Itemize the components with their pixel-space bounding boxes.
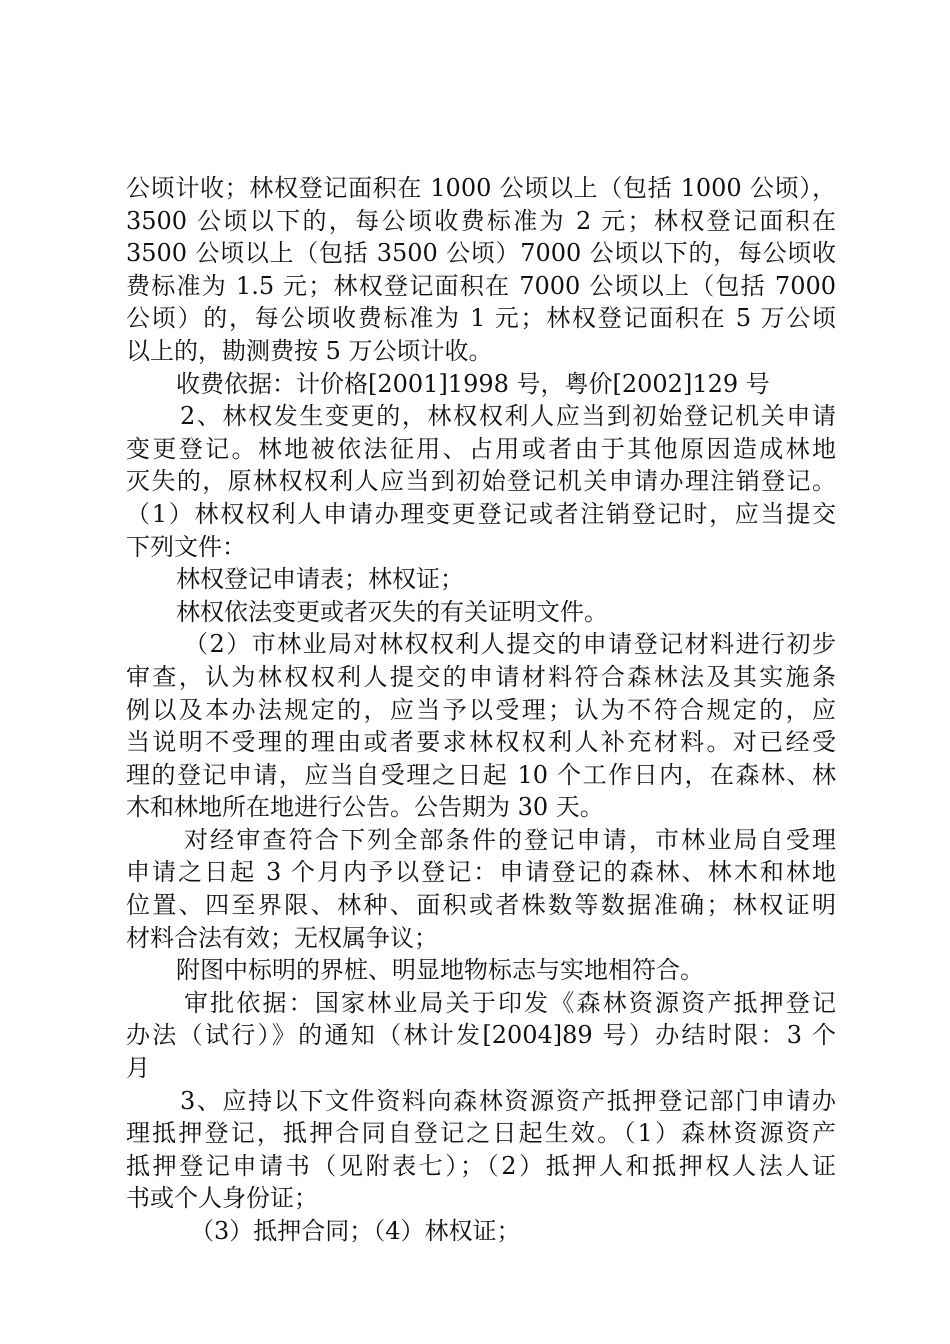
text-line: 2、林权发生变更的，林权权利人应当到初始登记机关申请 [180,402,836,431]
text-line: 书或个人身份证； [126,1184,318,1213]
text-line: 公顷）的，每公顷收费标准为 1 元；林权登记面积在 5 万公顷 [126,304,836,333]
text-line: 公顷计收；林权登记面积在 1000 公顷以上（包括 1000 公顷）， [126,174,836,202]
text-line: 收费依据：计价格[2001]1998 号，粤价[2002]129 号 [176,369,770,398]
text-line: 林权依法变更或者灭失的有关证明文件。 [176,597,608,626]
text-line: 以上的，勘测费按 5 万公顷计收。 [126,336,493,365]
text-line: （2）市林业局对林权权利人提交的申请登记材料进行初步 [184,630,836,659]
text-line: 灭失的，原林权权利人应当到初始登记机关申请办理注销登记。 [126,467,836,496]
text-line: 理抵押登记，抵押合同自登记之日起生效。（1）森林资源资产 [126,1119,836,1148]
text-line: 附图中标明的界桩、明显地物标志与实地相符合。 [176,956,704,985]
text-line: 木和林地所在地进行公告。公告期为 30 天。 [126,793,604,822]
text-line: 3、应持以下文件资料向森林资源资产抵押登记部门申请办 [180,1086,836,1115]
text-line: 林权登记申请表；林权证； [176,565,464,594]
text-line: 材料合法有效；无权属争议； [126,923,438,952]
text-line: 下列文件： [126,532,246,561]
text-line: 对经审查符合下列全部条件的登记申请，市林业局自受理 [184,825,836,854]
text-line: 3500 公顷以下的，每公顷收费标准为 2 元；林权登记面积在 [126,206,836,235]
text-line: 申请之日起 3 个月内予以登记：申请登记的森林、林木和林地 [126,858,836,887]
text-line: 3500 公顷以上（包括 3500 公顷）7000 公顷以下的，每公顷收 [126,239,836,268]
text-line: 审批依据：国家林业局关于印发《森林资源资产抵押登记 [184,988,836,1017]
text-line: 位置、四至界限、林种、面积或者株数等数据准确；林权证明 [126,891,836,920]
text-line: 办法（试行）》的通知（林计发[2004]89 号）办结时限：3 个 [126,1021,836,1050]
text-line: 抵押登记申请书（见附表七）；（2）抵押人和抵押权人法人证 [126,1151,836,1180]
text-line: 变更登记。林地被依法征用、占用或者由于其他原因造成林地 [126,434,836,463]
text-line: 费标准为 1.5 元；林权登记面积在 7000 公顷以上（包括 7000 [126,271,836,300]
text-line: 月 [126,1054,150,1083]
text-line: 当说明不受理的理由或者要求林权权利人补充材料。对已经受 [126,728,836,757]
text-line: 理的登记申请，应当自受理之日起 10 个工作日内，在森林、林 [126,760,836,789]
text-line: （1）林权权利人申请办理变更登记或者注销登记时，应当提交 [126,499,836,528]
text-line: 审查，认为林权权利人提交的申请材料符合森林法及其实施条 [126,662,836,691]
document-body [126,172,836,1248]
text-line: （3）抵押合同；（4）林权证； [190,1217,521,1245]
text-line: 例以及本办法规定的，应当予以受理；认为不符合规定的，应 [126,695,836,724]
